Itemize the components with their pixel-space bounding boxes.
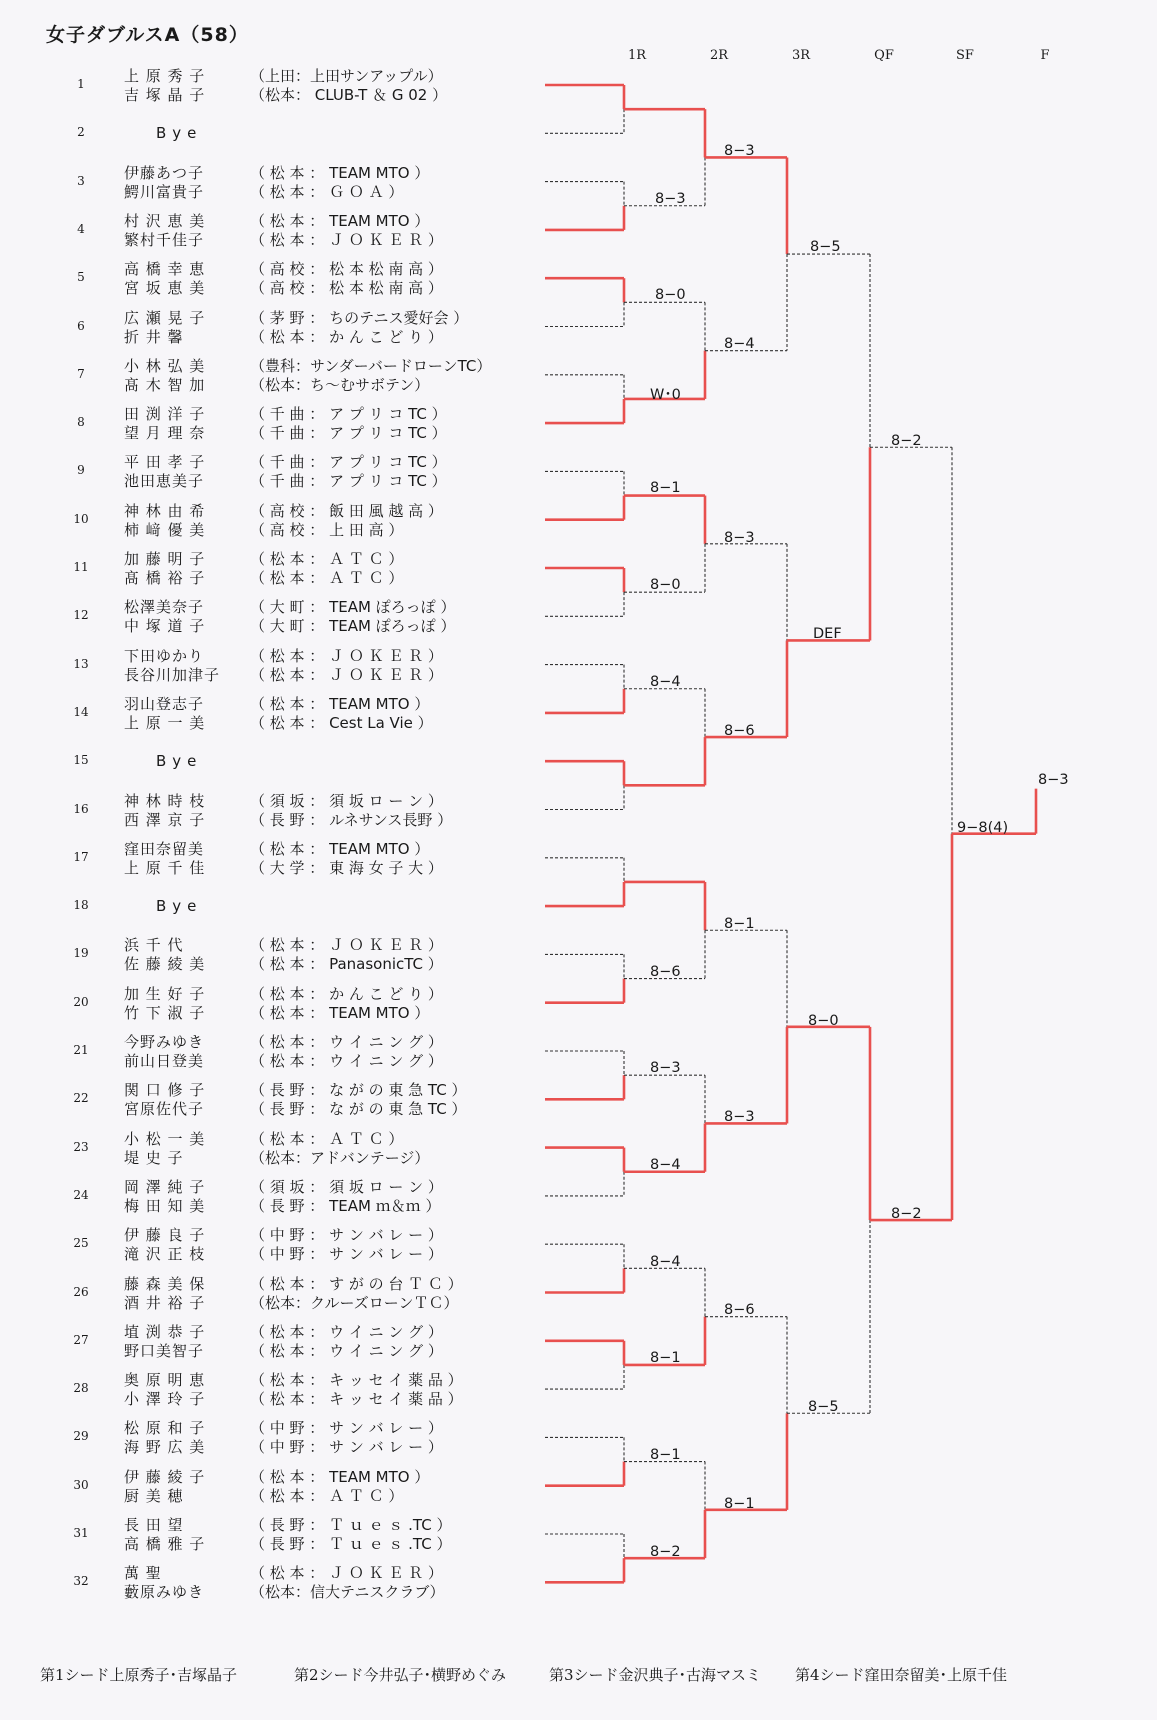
player-name: 小 澤 玲 子 [124, 1390, 206, 1409]
entry-number: 7 [77, 366, 85, 381]
player-affiliation: （ 松 本 ： TEAM MTO ） [250, 839, 430, 858]
entry-number: 23 [73, 1139, 89, 1154]
player-affiliation: （豊科：サンダーバードローンTC） [250, 356, 492, 375]
player-affiliation: （ 長 野 ： TEAM ｍ＆ｍ ） [250, 1196, 441, 1215]
round-header: 3R [791, 48, 811, 63]
player-affiliation: （ 松 本 ： Ｊ Ｏ Ｋ Ｅ Ｒ ） [250, 1564, 443, 1583]
bye-entry: Bye [156, 897, 203, 916]
score-r2: 8−6 [724, 1302, 755, 1318]
score-r1: 8−4 [650, 674, 681, 690]
player-name: 望 月 理 奈 [124, 424, 206, 443]
player-name: 小 松 一 美 [124, 1129, 206, 1148]
player-affiliation: （ 松 本 ： ウ イ ニ ン グ ） [250, 1052, 443, 1070]
score-r1: 8−0 [655, 287, 686, 303]
player-affiliation: （ 松 本 ： Ａ Ｔ Ｃ ） [250, 550, 404, 568]
player-affiliation: （ 中 野 ： サ ン バ レ ー ） [250, 1438, 443, 1457]
player-name: 上 原 千 佳 [124, 858, 206, 877]
player-affiliation: （ 松 本 ： ウ イ ニ ン グ ） [250, 1341, 443, 1360]
seed-note: 第2シード今井弘子･横野めぐみ [294, 1666, 507, 1684]
player-affiliation: （ 松 本 ： Ｊ Ｏ Ｋ Ｅ Ｒ ） [250, 230, 443, 249]
player-affiliation: （ 高 校 ： 松 本 松 南 高 ） [250, 260, 443, 279]
player-affiliation: （ 大 町 ： TEAM ぽろっぽ ） [250, 617, 456, 636]
player-name: 宮 坂 恵 美 [124, 279, 206, 298]
entry-number: 19 [73, 946, 89, 961]
player-affiliation: （ 長 野 ： Ｔ ｕ ｅ ｓ .TC ） [250, 1535, 452, 1553]
round-header: 1R [627, 48, 647, 63]
score-r1: 8−1 [650, 1350, 681, 1366]
player-name: 小 林 弘 美 [124, 356, 206, 375]
seed-note: 第1シード上原秀子･吉塚晶子 [40, 1666, 238, 1684]
score-r2: 8−3 [724, 1109, 755, 1125]
player-name: 広 瀬 晃 子 [124, 308, 206, 327]
player-name: 今野みゆき [124, 1033, 205, 1051]
score-r1: 8−2 [650, 1544, 681, 1560]
entry-number: 22 [73, 1091, 89, 1106]
player-name: 下田ゆかり [124, 646, 205, 665]
player-affiliation: （松本：ち～むサボテン） [250, 375, 430, 394]
entry-number: 20 [73, 994, 89, 1009]
player-name: 高 橋 幸 恵 [124, 260, 206, 279]
round-header: QF [874, 48, 894, 63]
entry-number: 32 [73, 1574, 89, 1589]
score-r2: 8−1 [724, 916, 755, 932]
player-name: 神 林 時 枝 [124, 791, 206, 810]
player-affiliation: （ 松 本 ： TEAM MTO ） [250, 163, 430, 182]
player-affiliation: （ 長 野 ： ルネサンス長野 ） [250, 810, 453, 829]
player-affiliation: （松本： CLUB-T ＆ G 02 ） [250, 86, 448, 104]
round-header: 2R [709, 48, 729, 63]
score-r1: 8−1 [650, 1447, 681, 1463]
player-name: 髙 橋 裕 子 [124, 569, 206, 587]
player-affiliation: （ 松 本 ： TEAM MTO ） [250, 1003, 430, 1022]
player-name: 上 原 一 美 [124, 713, 206, 732]
bye-entry: Bye [156, 752, 203, 771]
player-affiliation: （ 松 本 ： Ｊ Ｏ Ｋ Ｅ Ｒ ） [250, 646, 443, 665]
player-name: 酒 井 裕 子 [124, 1293, 206, 1312]
player-name: 折 井 馨 [124, 327, 184, 346]
player-affiliation: （ 高 校 ： 飯 田 風 越 高 ） [250, 501, 443, 520]
player-name: 伊 藤 良 子 [124, 1226, 206, 1245]
score-r2: 8−1 [724, 1496, 755, 1512]
player-name: 堤 史 子 [124, 1148, 184, 1167]
player-name: 鰐川富貴子 [124, 182, 205, 201]
player-affiliation: （ 中 野 ： サ ン バ レ ー ） [250, 1245, 443, 1264]
player-name: 加 藤 明 子 [124, 550, 206, 568]
player-name: 上 原 秀 子 [124, 67, 206, 85]
player-affiliation: （ 松 本 ： キ ッ セ イ 薬 品 ） [250, 1390, 463, 1409]
round-header: SF [956, 48, 974, 63]
player-name: 羽山登志子 [124, 694, 205, 713]
score-r3: 8−5 [810, 239, 841, 255]
player-name: 加 生 好 子 [124, 984, 206, 1003]
player-affiliation: （ 松 本 ： TEAM MTO ） [250, 694, 430, 713]
entry-number: 10 [73, 511, 89, 526]
player-affiliation: （ 中 野 ： サ ン バ レ ー ） [250, 1419, 443, 1438]
player-affiliation: （ 長 野 ： Ｔ ｕ ｅ ｓ .TC ） [250, 1516, 452, 1534]
player-affiliation: （ 千 曲 ： ア プ リ コ TC ） [250, 472, 447, 491]
player-name: 岡 澤 純 子 [124, 1177, 206, 1196]
player-name: 神 林 由 希 [124, 501, 206, 520]
player-affiliation: （ 松 本 ： キ ッ セ イ 薬 品 ） [250, 1371, 463, 1390]
player-name: 前山日登美 [124, 1052, 205, 1070]
player-affiliation: （ 松 本 ： ウ イ ニ ン グ ） [250, 1033, 443, 1051]
seed-note: 第3シード金沢典子･古海マスミ [549, 1666, 762, 1684]
player-name: 柿 﨑 優 美 [124, 520, 206, 539]
score-r2: 8−3 [724, 143, 755, 159]
score-qf: 8−2 [891, 1206, 922, 1222]
entry-number: 18 [73, 898, 89, 913]
player-affiliation: （ 松 本 ： Ａ Ｔ Ｃ ） [250, 569, 404, 587]
player-affiliation: （ 松 本 ： ウ イ ニ ン グ ） [250, 1322, 443, 1341]
entry-number: 31 [73, 1526, 89, 1540]
player-name: 平 田 孝 子 [124, 453, 206, 472]
player-name: 埴 渕 恭 子 [124, 1322, 206, 1341]
player-affiliation: （ 千 曲 ： ア プ リ コ TC ） [250, 424, 447, 443]
entry-number: 2 [77, 125, 85, 140]
score-qf: 8−2 [891, 433, 922, 449]
player-name: 野口美智子 [124, 1341, 205, 1360]
round-header: F [1040, 48, 1050, 63]
player-affiliation: （ 松 本 ： す が の 台 Ｔ Ｃ ） [250, 1274, 463, 1293]
entry-number: 12 [73, 608, 89, 623]
player-name: 西 澤 京 子 [124, 810, 206, 829]
entry-number: 16 [73, 801, 89, 816]
player-name: 長谷川加津子 [124, 665, 221, 684]
score-r2: 8−3 [724, 530, 755, 546]
player-affiliation: （ 松 本 ： Cest La Vie ） [250, 713, 433, 732]
player-name: 中 塚 道 子 [124, 617, 206, 636]
entry-number: 9 [77, 463, 85, 478]
player-name: 松澤美奈子 [124, 598, 205, 617]
page-title: 女子ダブルスA（58） [46, 24, 249, 46]
player-affiliation: （ 須 坂 ： 須 坂 ロ ー ン ） [250, 791, 443, 810]
score-r2: 8−6 [724, 723, 755, 739]
entry-number: 4 [77, 221, 85, 236]
player-affiliation: （ 松 本 ： か ん こ ど り ） [250, 984, 443, 1003]
player-name: 高 橋 雅 子 [124, 1535, 206, 1553]
entry-number: 8 [77, 415, 85, 430]
score-r1: W･0 [650, 387, 681, 403]
player-name: 浜 千 代 [124, 936, 184, 955]
entry-number: 24 [73, 1187, 89, 1202]
score-r1: 8−4 [650, 1157, 681, 1173]
entry-number: 28 [73, 1381, 89, 1396]
entry-number: 25 [73, 1236, 89, 1251]
entry-number: 29 [73, 1429, 89, 1444]
entry-number: 11 [73, 560, 89, 574]
player-name: 梅 田 知 美 [124, 1196, 206, 1215]
player-affiliation: （上田：上田サンアップル） [250, 67, 443, 85]
player-name: 伊藤あつ子 [124, 163, 205, 182]
player-affiliation: （ 長 野 ： な が の 東 急 TC ） [250, 1081, 467, 1100]
score-r3: DEF [813, 626, 842, 642]
bye-entry: Bye [156, 124, 203, 143]
entry-number: 14 [73, 704, 89, 719]
player-affiliation: （ 中 野 ： サ ン バ レ ー ） [250, 1226, 443, 1245]
score-sf: 9−8(4) [957, 820, 1009, 836]
player-affiliation: （ 茅 野 ： ちのテニス愛好会 ） [250, 308, 469, 327]
score-r1: 8−1 [650, 480, 681, 496]
player-affiliation: （ 松 本 ： Ａ Ｔ Ｃ ） [250, 1486, 404, 1505]
score-final: 8−3 [1038, 772, 1069, 788]
score-r3: 8−5 [808, 1399, 839, 1415]
entry-number: 27 [73, 1332, 89, 1347]
player-affiliation: （ 千 曲 ： ア プ リ コ TC ） [250, 405, 447, 424]
player-name: 海 野 広 美 [124, 1438, 206, 1457]
entry-number: 1 [77, 77, 85, 91]
player-affiliation: （ 高 校 ： 松 本 松 南 高 ） [250, 279, 443, 298]
player-name: 松 原 和 子 [124, 1419, 206, 1438]
player-name: 藪原みゆき [124, 1583, 205, 1602]
player-affiliation: （ 長 野 ： な が の 東 急 TC ） [250, 1100, 467, 1119]
player-affiliation: （ 大 学 ： 東 海 女 子 大 ） [250, 858, 443, 877]
player-affiliation: （ 松 本 ： TEAM MTO ） [250, 1467, 430, 1486]
player-affiliation: （ 松 本 ： Ｊ Ｏ Ｋ Ｅ Ｒ ） [250, 665, 443, 684]
player-name: 佐 藤 綾 美 [124, 955, 206, 974]
player-name: 長 田 望 [124, 1516, 184, 1534]
entry-number: 21 [73, 1043, 89, 1057]
player-affiliation: （ 松 本 ： か ん こ ど り ） [250, 327, 443, 346]
player-affiliation: （ 松 本 ： PanasonicTC ） [250, 955, 443, 974]
player-name: 竹 下 淑 子 [124, 1003, 206, 1022]
player-name: 伊 藤 綾 子 [124, 1467, 206, 1486]
seed-note: 第4シード窪田奈留美･上原千佳 [795, 1666, 1008, 1684]
entry-number: 5 [77, 270, 85, 285]
player-name: 滝 沢 正 枝 [124, 1245, 206, 1264]
player-affiliation: （ 松 本 ： TEAM MTO ） [250, 211, 430, 230]
player-affiliation: （ 松 本 ： Ｇ Ｏ Ａ ） [250, 182, 404, 201]
entry-number: 6 [77, 318, 85, 333]
player-name: 髙 木 智 加 [124, 375, 206, 394]
player-name: 吉 塚 晶 子 [124, 86, 206, 104]
player-name: 宮原佐代子 [124, 1100, 205, 1119]
player-name: 池田恵美子 [124, 472, 205, 491]
player-name: 奥 原 明 恵 [124, 1371, 206, 1390]
player-name: 繁村千佳子 [124, 230, 205, 249]
entry-number: 3 [77, 173, 85, 188]
score-r3: 8−0 [808, 1013, 839, 1029]
player-name: 厨 美 穂 [124, 1486, 184, 1505]
player-name: 田 渕 洋 子 [124, 405, 206, 424]
score-r1: 8−3 [655, 191, 686, 207]
player-affiliation: （松本：信大テニスクラブ） [250, 1583, 445, 1602]
player-affiliation: （ 大 町 ： TEAM ぽろっぽ ） [250, 598, 456, 617]
entry-number: 26 [73, 1284, 89, 1299]
player-name: 藤 森 美 保 [124, 1274, 206, 1293]
player-affiliation: （ 松 本 ： Ａ Ｔ Ｃ ） [250, 1129, 404, 1148]
player-name: 萬 聖 [124, 1564, 162, 1583]
player-affiliation: （ 高 校 ： 上 田 高 ） [250, 520, 404, 539]
player-affiliation: （ 松 本 ： Ｊ Ｏ Ｋ Ｅ Ｒ ） [250, 936, 443, 955]
player-affiliation: （ 須 坂 ： 須 坂 ロ ー ン ） [250, 1177, 443, 1196]
score-r1: 8−3 [650, 1060, 681, 1076]
score-r1: 8−0 [650, 577, 681, 593]
player-affiliation: （松本：クルーズローンＴＣ） [250, 1293, 459, 1312]
score-r1: 8−6 [650, 964, 681, 980]
score-r1: 8−4 [650, 1254, 681, 1270]
player-affiliation: （ 千 曲 ： ア プ リ コ TC ） [250, 453, 447, 472]
player-name: 窪田奈留美 [124, 839, 205, 858]
player-affiliation: （松本：アドバンテージ） [250, 1148, 430, 1167]
entry-number: 30 [73, 1477, 89, 1492]
score-r2: 8−4 [724, 336, 755, 352]
entry-number: 13 [73, 656, 89, 671]
entry-number: 17 [73, 849, 89, 864]
entry-number: 15 [73, 753, 89, 768]
player-name: 村 沢 恵 美 [124, 211, 206, 230]
player-name: 関 口 修 子 [124, 1081, 206, 1100]
